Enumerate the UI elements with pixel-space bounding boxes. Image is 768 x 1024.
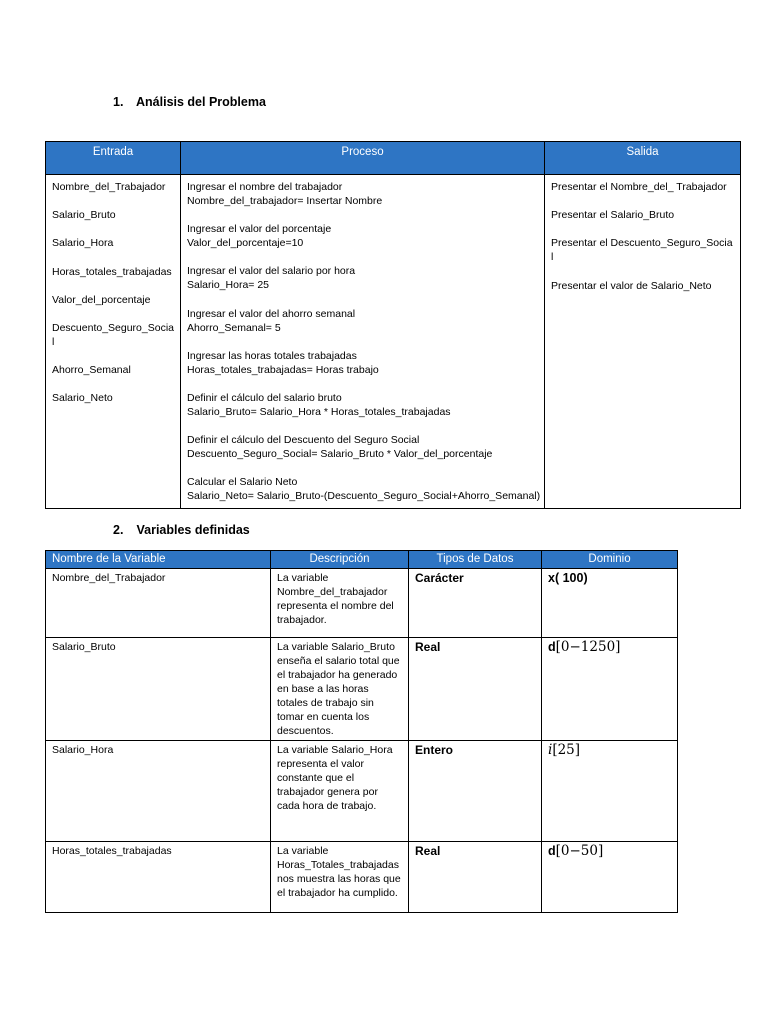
proceso-step-description: Definir el cálculo del Descuento del Seguro Social — [187, 434, 420, 447]
entrada-item: Salario_Neto — [52, 392, 113, 405]
section-title: Variables definidas — [136, 523, 250, 537]
header-salida: Salida — [545, 142, 741, 175]
proceso-step-formula: Descuento_Seguro_Social= Salario_Bruto * Valor_del_porcentaje — [187, 448, 493, 461]
variable-row — [46, 569, 678, 638]
section-title: Análisis del Problema — [136, 95, 266, 109]
variable-type: Real — [409, 638, 542, 741]
variable-domain — [542, 741, 678, 842]
analysis-table-header — [46, 142, 741, 175]
salida-item: Presentar el Descuento_Seguro_Social — [551, 237, 733, 264]
section-number: 2. — [113, 523, 124, 537]
domain-prefix: x( 100) — [548, 571, 588, 585]
header-proceso: Proceso — [181, 142, 545, 175]
domain-prefix: d — [548, 844, 556, 858]
variable-type: Real — [409, 842, 542, 913]
variable-row — [46, 741, 678, 842]
variable-name: Horas_totales_trabajadas — [46, 842, 271, 913]
proceso-step — [187, 433, 538, 461]
proceso-step — [187, 391, 538, 419]
salida-item: Presentar el Nombre_del_ Trabajador — [551, 181, 727, 193]
proceso-cell — [181, 175, 545, 509]
proceso-step — [187, 180, 538, 208]
header-entrada: Entrada — [46, 142, 181, 175]
variable-domain — [542, 569, 678, 638]
analysis-table-row — [46, 175, 741, 509]
section-number: 1. — [113, 95, 124, 109]
salida-item: Presentar el Salario_Bruto — [551, 209, 675, 222]
proceso-step-description: Ingresar el valor del salario por hora — [187, 265, 356, 278]
entrada-item: Descuento_Seguro_Socia l — [52, 321, 175, 348]
section-2-heading — [113, 523, 250, 537]
header-dominio: Dominio — [542, 551, 678, 569]
proceso-step-description: Ingresar las horas totales trabajadas — [187, 349, 357, 362]
variable-description: La variable Horas_Totales_trabajadas nos muestra las horas que el trabajador ha cumplido. — [271, 842, 409, 913]
variable-name: Salario_Hora — [46, 741, 271, 842]
proceso-step — [187, 475, 541, 503]
variable-description: La variable Nombre_del_trabajador representa el nombre del trabajador. — [271, 569, 409, 638]
entrada-item: Nombre_del_Trabajador — [52, 181, 166, 193]
variable-name: Salario_Bruto — [46, 638, 271, 741]
salida-item: Presentar el valor de Salario_Neto — [551, 279, 712, 292]
proceso-step-description: Calcular el Salario Neto — [187, 476, 298, 489]
proceso-step-formula: Horas_totales_trabajadas= Horas trabajo — [187, 363, 379, 376]
header-tipo: Tipos de Datos — [409, 551, 542, 569]
proceso-step-formula: Ahorro_Semanal= 5 — [187, 321, 281, 334]
entrada-cell — [46, 175, 181, 509]
variables-table-header — [46, 551, 678, 569]
domain-prefix: d — [548, 640, 556, 654]
variable-type: Carácter — [409, 569, 542, 638]
entrada-item: Horas_totales_trabajadas — [52, 265, 172, 278]
variable-row — [46, 638, 678, 741]
entrada-item: Valor_del_porcentaje — [52, 293, 151, 306]
domain-range: [25] — [552, 742, 581, 758]
proceso-step — [187, 222, 538, 250]
proceso-step — [187, 264, 538, 292]
domain-range: [0−1250] — [555, 639, 621, 655]
proceso-step-formula: Salario_Hora= 25 — [187, 279, 270, 292]
salida-cell — [545, 175, 741, 509]
proceso-step-description: Ingresar el valor del ahorro semanal — [187, 307, 356, 320]
proceso-step-description: Ingresar el nombre del trabajador — [187, 181, 343, 193]
proceso-step-description: Ingresar el valor del porcentaje — [187, 223, 332, 236]
variable-row — [46, 842, 678, 913]
proceso-step-formula: Salario_Neto= Salario_Bruto-(Descuento_Seguro_Social+Ahorro_Semanal) — [187, 490, 541, 503]
proceso-step — [187, 349, 538, 377]
entrada-item: Ahorro_Semanal — [52, 364, 131, 377]
domain-range: [0−50] — [555, 843, 604, 859]
variable-domain — [542, 638, 678, 741]
proceso-step-formula: Salario_Bruto= Salario_Hora * Horas_totales_trabajadas — [187, 405, 451, 418]
variable-name: Nombre_del_Trabajador — [46, 569, 271, 638]
header-descripcion: Descripción — [271, 551, 409, 569]
domain-prefix: i — [548, 742, 553, 758]
proceso-step-formula: Nombre_del_trabajador= Insertar Nombre — [187, 195, 383, 207]
section-1-heading — [113, 95, 266, 109]
variable-domain — [542, 842, 678, 913]
proceso-step-description: Definir el cálculo del salario bruto — [187, 391, 342, 404]
entrada-item: Salario_Hora — [52, 237, 114, 250]
proceso-step — [187, 307, 538, 335]
variable-description: La variable Salario_Hora representa el valor constante que el trabajador genera por cada hora de trabajo. — [271, 741, 409, 842]
entrada-item: Salario_Bruto — [52, 209, 116, 222]
analysis-table — [45, 141, 741, 509]
variables-table — [45, 550, 678, 913]
variable-type: Entero — [409, 741, 542, 842]
variable-description: La variable Salario_Bruto enseña el salario total que el trabajador ha generado en base a las horas totales de trabajo sin tomar en cuenta los descuentos. — [271, 638, 409, 741]
proceso-step-formula: Valor_del_porcentaje=10 — [187, 237, 304, 250]
header-nombre: Nombre de la Variable — [46, 551, 271, 569]
